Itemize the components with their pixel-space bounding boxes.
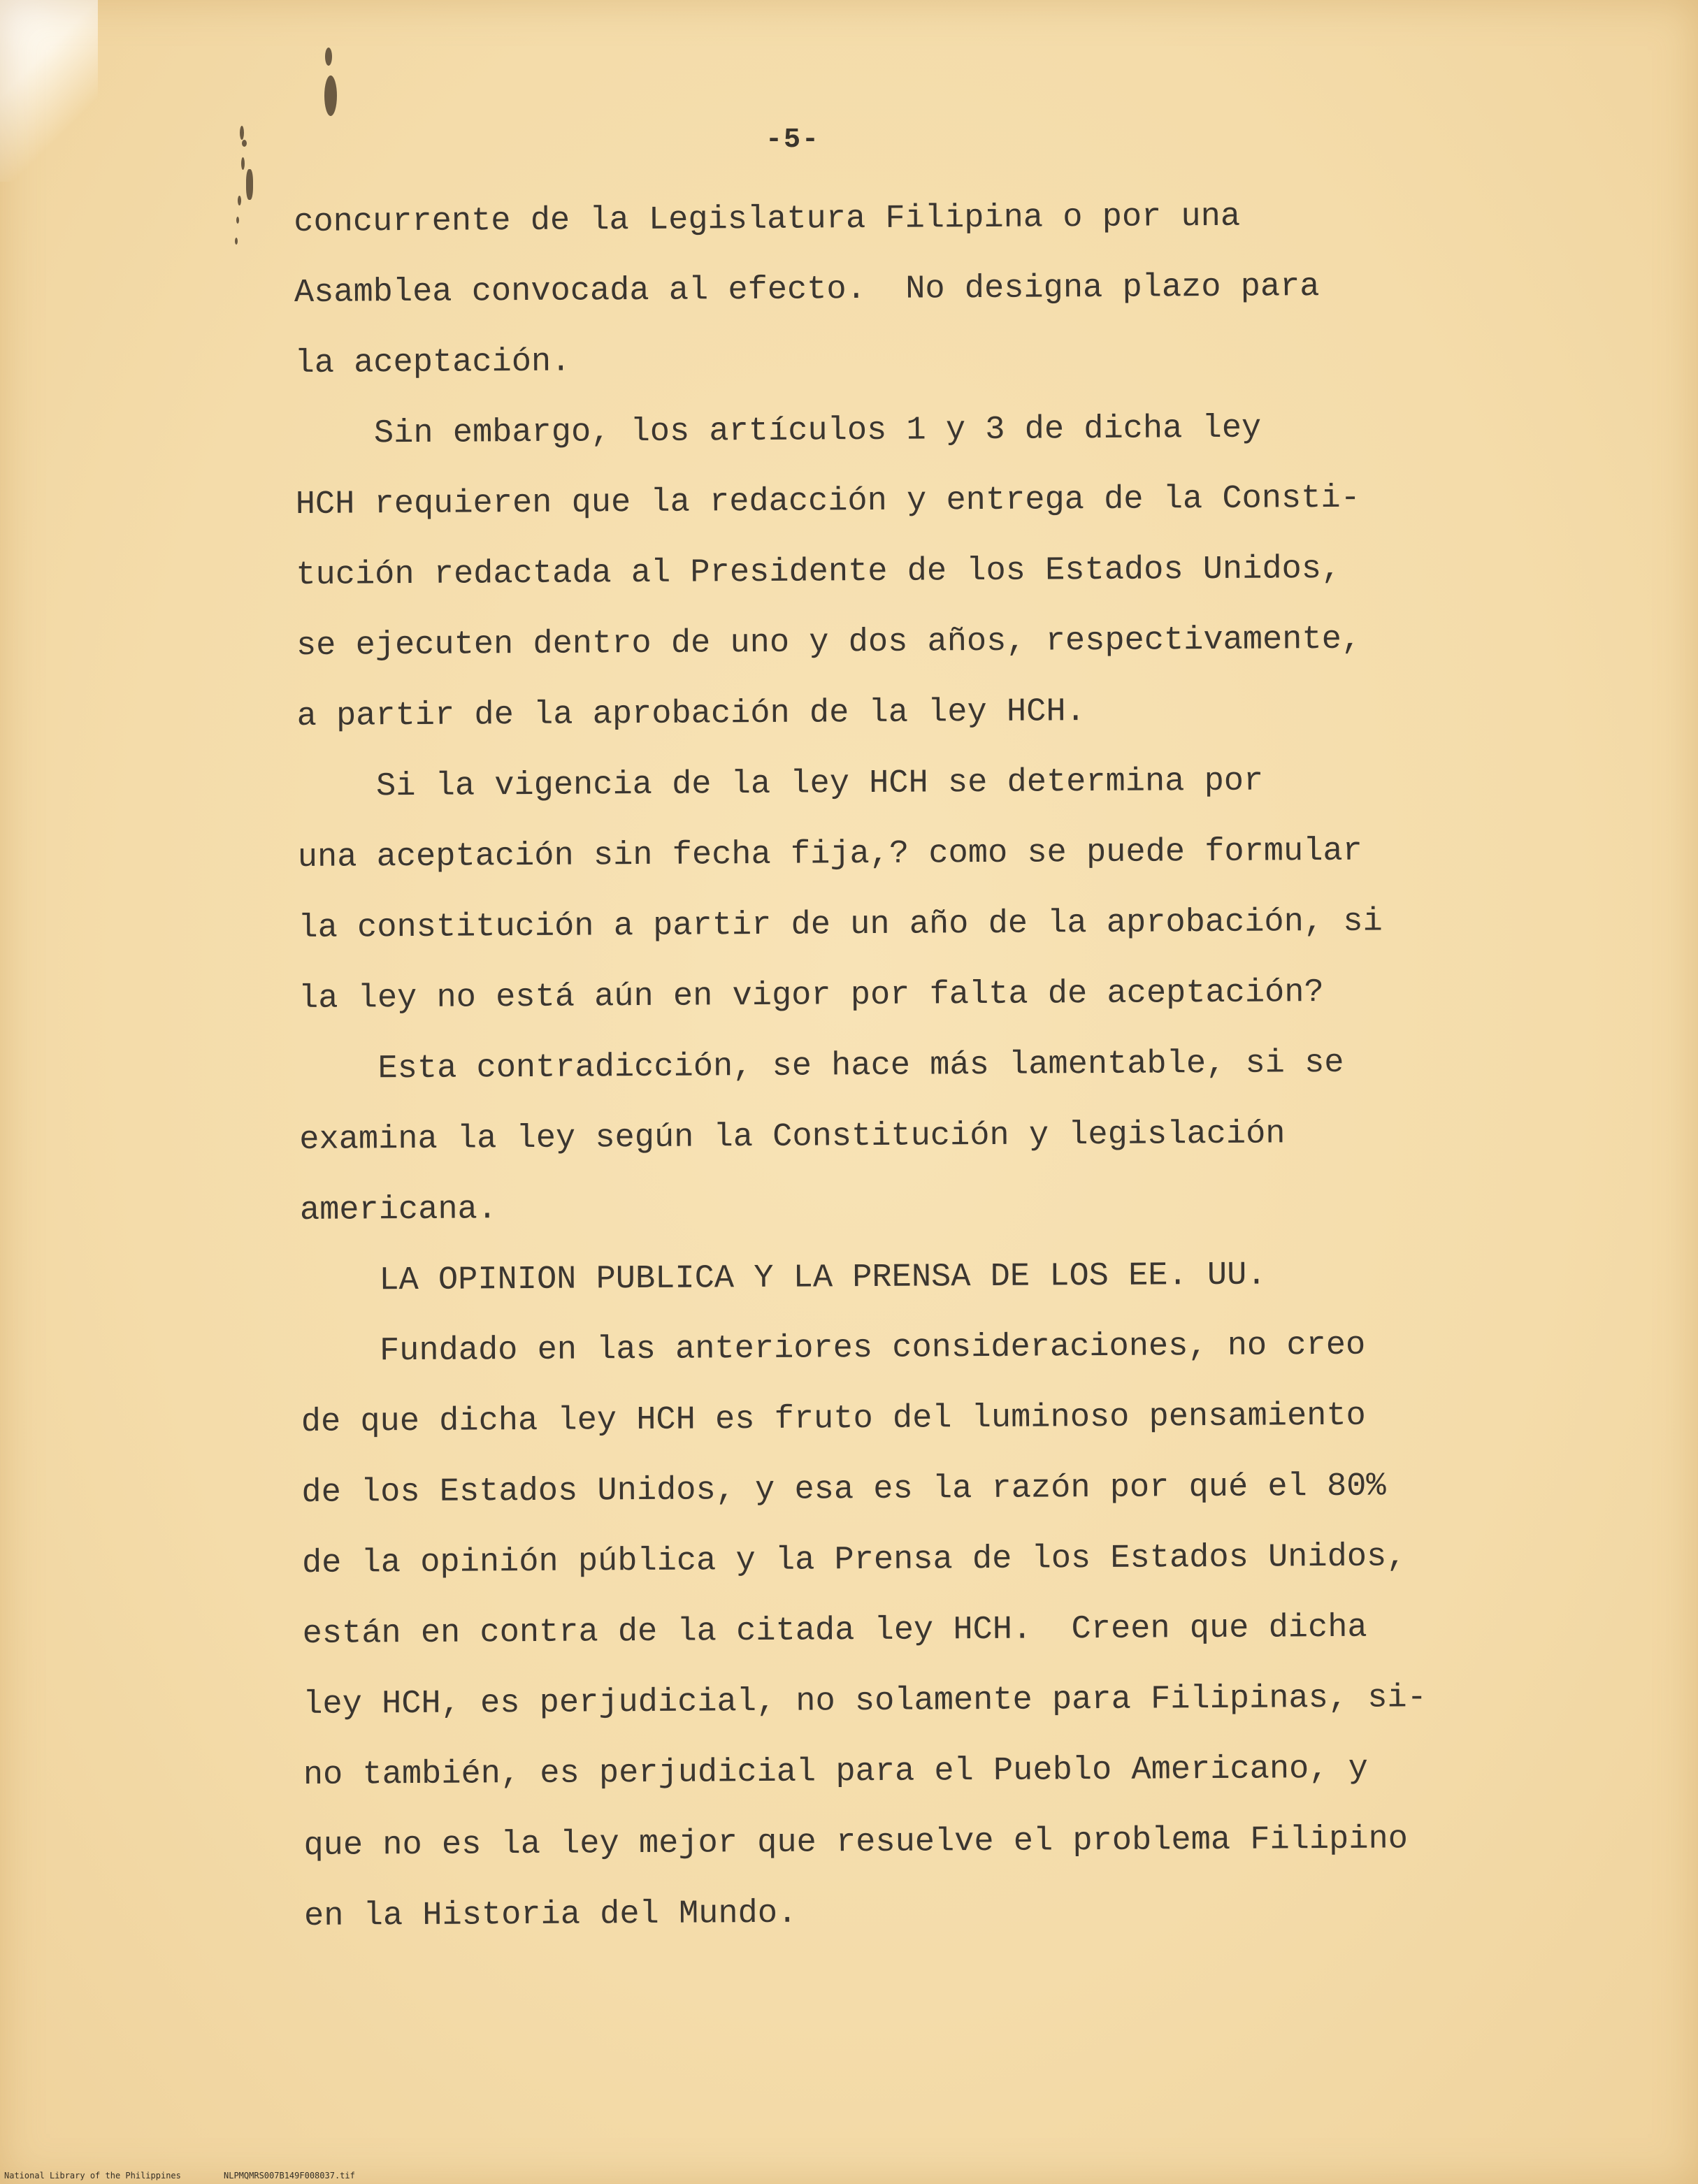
binding-hole [325,48,332,66]
text-line: concurrente de la Legislatura Filipina o por una [294,198,1241,241]
text-line: Sin embargo, los artículos 1 y 3 de dicha ley [294,410,1262,453]
text-line: en la Historia del Mundo. [303,1895,798,1935]
text-line: se ejecuten dentro de uno y dos años, respectivamente, [296,621,1362,665]
section-heading: LA OPINION PUBLICA Y LA PRENSA DE LOS EE. UU. [300,1257,1267,1300]
text-line: americana. [299,1191,498,1229]
text-line: Fundado en las anteriores consideraciones, no creo [301,1326,1366,1371]
text-line: Asamblea convocada al efecto. No designa plazo para [294,268,1320,312]
text-line: que no es la ley mejor que resuelve el problema Filipino [303,1821,1409,1865]
torn-corner [0,0,98,182]
text-line: ley HCH, es perjudicial, no solamente para Filipinas, si- [303,1679,1427,1723]
binding-hole [246,169,253,200]
body-text [294,180,1506,1951]
page-number: -5- [765,124,821,156]
text-line: Esta contradicción, se hace más lamentable, si se [298,1044,1344,1088]
footer-file-id: NLPMQMRS007B149F008037.tif [224,2171,355,2181]
footer-institution: National Library of the Philippines [4,2171,181,2181]
text-line: la ley no está aún en vigor por falta de aceptación? [298,974,1324,1018]
text-line: a partir de la aprobación de la ley HCH. [296,693,1086,735]
binding-hole [240,126,244,140]
binding-hole [324,75,337,116]
binding-hole [235,238,238,245]
text-line: Si la vigencia de la ley HCH se determina por [297,762,1264,806]
binding-hole [241,157,245,170]
text-line: no también, es perjudicial para el Pueblo Americano, y [303,1750,1369,1794]
text-line: de que dicha ley HCH es fruto del luminoso pensamiento [301,1397,1366,1441]
text-line: tución redactada al Presidente de los Estados Unidos, [296,550,1341,594]
text-line: de la opinión pública y la Prensa de los Estados Unidos, [301,1538,1406,1582]
text-line: examina la ley según la Constitución y legislación [299,1115,1286,1159]
text-line: la aceptación. [294,343,571,382]
text-line: HCH requieren que la redacción y entrega de la Consti- [295,479,1360,523]
binding-holes [182,35,266,217]
text-line: una aceptación sin fecha fija,? como se puede formular [297,832,1363,876]
text-line: la constitución a partir de un año de la aprobación, si [298,903,1383,947]
text-line: están en contra de la citada ley HCH. Creen que dicha [302,1609,1367,1653]
binding-hole [236,217,239,224]
binding-hole [238,196,241,205]
binding-hole [242,140,247,147]
text-line: de los Estados Unidos, y esa es la razón por qué el 80% [301,1468,1386,1512]
